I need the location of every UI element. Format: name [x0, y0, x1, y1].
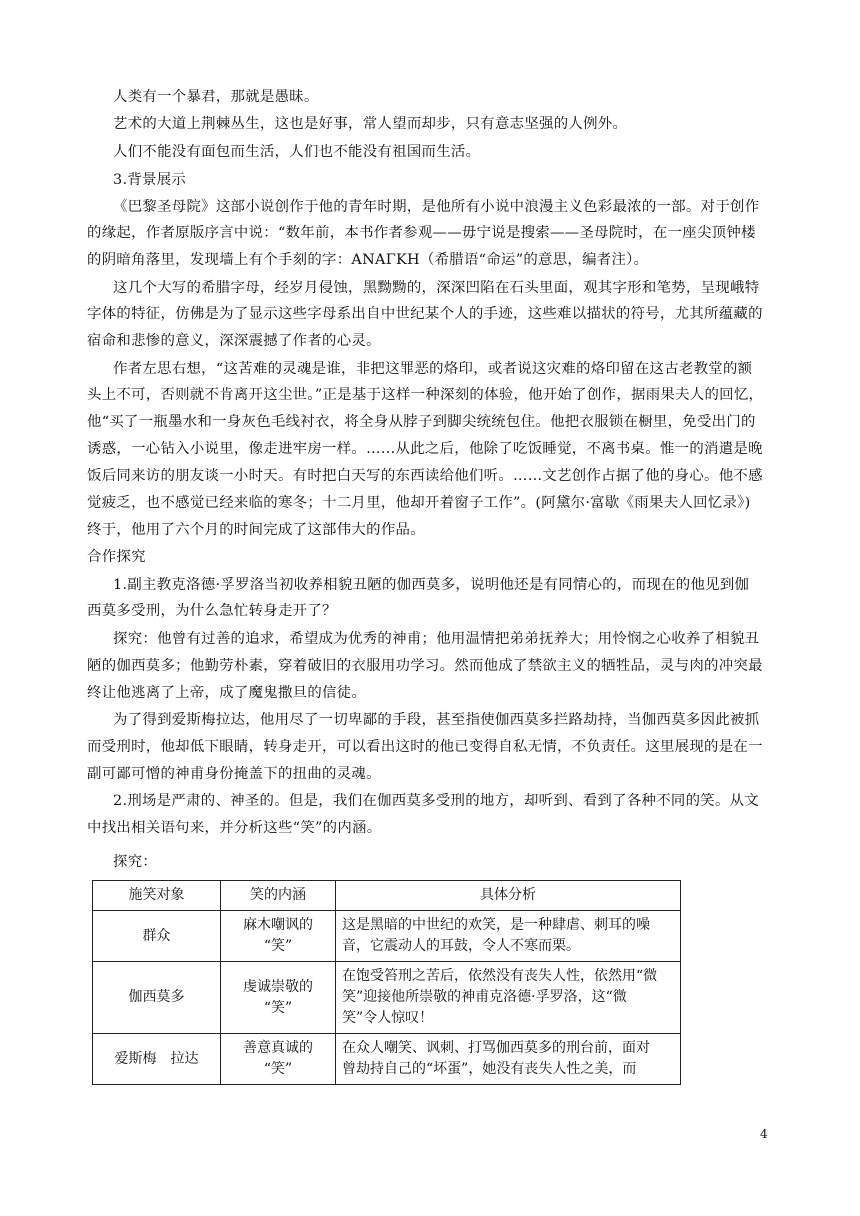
analysis-line: 笑”迎接他所崇敬的神甫克洛德·孚罗洛，这“微: [342, 989, 627, 1005]
answer-line: 探究：他曾有过善的追求，希望成为优秀的神甫；他用温情把弟弟抚养大；用怜悯之心收养了相貌丑: [113, 631, 760, 647]
paragraph-line: 的阴暗角落里，发现墙上有个手刻的字：ΑΝΑΓΚΗ（希腊语“命运”的意思，编者注）。: [87, 252, 649, 268]
meaning-line: 善意真诚的: [243, 1040, 313, 1056]
answer-line: 陋的伽西莫多；他勤劳朴素，穿着破旧的衣服用功学习。然而他成了禁欲主义的牺牲品，灵与肉的冲突最: [87, 658, 763, 674]
paragraph-line: 诱惑，一心钻入小说里，像走进牢房一样。……从此之后，他除了吃饭睡觉，不离书桌。惟一的消遣是晚: [87, 441, 763, 457]
table-cell-analysis: [336, 962, 681, 1034]
table-cell-who: 伽西莫多: [93, 962, 221, 1034]
table-cell-who: 爱斯梅 拉达: [93, 1034, 221, 1085]
paragraph-line: 觉疲乏，也不感觉已经来临的寒冬；十二月里，他却开着窗子工作”。(阿黛尔·富歇《雨果夫人回忆录》): [87, 495, 751, 511]
analysis-line: 笑”令人惊叹！: [342, 1010, 434, 1026]
quote-3: 人们不能没有面包而生活，人们也不能没有祖国而生活。: [113, 144, 481, 160]
table-cell-analysis: [336, 911, 681, 962]
table-row: [93, 1034, 681, 1085]
table-header: 具体分析: [336, 881, 681, 911]
table-header: 笑的内涵: [221, 881, 336, 911]
answer-line: 而受刑时，他却低下眼睛，转身走开，可以看出这时的他已变得自私无情，不负责任。这里展现的是在一: [87, 739, 763, 755]
table-cell-meaning: [221, 1034, 336, 1085]
paragraph-line: 《巴黎圣母院》这部小说创作于他的青年时期，是他所有小说中浪漫主义色彩最浓的一部。对于创作: [113, 199, 760, 215]
table-row: [93, 962, 681, 1034]
paragraph-line: 宿命和悲惨的意义，深深震撼了作者的心灵。: [87, 333, 381, 349]
page-number: 4: [760, 1127, 768, 1141]
paragraph-line: 饭后同来访的朋友谈一小时天。有时把白天写的东西读给他们听。……文艺创作占据了他的身心。他不感: [87, 468, 763, 484]
meaning-line: “笑”: [263, 938, 293, 954]
table-header: 施笑对象: [93, 881, 221, 911]
answer-line: 副可鄙可憎的神甫身份掩盖下的扭曲的灵魂。: [87, 766, 381, 782]
paragraph-line: 他“买了一瓶墨水和一身灰色毛线衬衣，将全身从脖子到脚尖统统包住。他把衣服锁在橱里，免受出门的: [87, 414, 756, 430]
paragraph-line: 头上不可，否则就不肯离开这尘世。”正是基于这样一种深刻的体验，他开始了创作，据雨果夫人的回忆，: [87, 387, 764, 403]
quote-1: 人类有一个暴君，那就是愚昧。: [113, 89, 319, 105]
table-row: [93, 911, 681, 962]
answer-line: 为了得到爱斯梅拉达，他用尽了一切卑鄙的手段，甚至指使伽西莫多拦路劫持，当伽西莫多因此被抓: [113, 712, 760, 728]
analysis-line: 在众人嘲笑、讽刺、打骂伽西莫多的刑台前，面对: [342, 1040, 650, 1056]
analysis-line: 音，它震动人的耳鼓，令人不寒而栗。: [342, 938, 580, 954]
question-line: 2.刑场是严肃的、神圣的。但是，我们在伽西莫多受刑的地方，却听到、看到了各种不同的笑。从文: [113, 793, 760, 809]
meaning-line: “笑”: [263, 1061, 293, 1077]
paragraph-line: 字体的特征，仿佛是为了显示这些字母系出自中世纪某个人的手迹，这些难以描状的符号，尤其所蕴藏的: [87, 306, 763, 322]
quote-2: 艺术的大道上荆棘丛生，这也是好事，常人望而却步，只有意志坚强的人例外。: [113, 116, 628, 132]
table-cell-meaning: [221, 911, 336, 962]
section-heading-cooperation: 合作探究: [87, 549, 146, 565]
analysis-line: 曾劫持自己的“坏蛋”，她没有丧失人性之美，而: [342, 1061, 637, 1077]
paragraph-line: 这几个大写的希腊字母，经岁月侵蚀，黑黝黝的，深深凹陷在石头里面，观其字形和笔势，呈现峨特: [113, 280, 760, 296]
paragraph-line: 作者左思右想，“这苦难的灵魂是谁，非把这罪恶的烙印，或者说这灾难的烙印留在这古老教堂的额: [113, 361, 753, 377]
question-line: 1.副主教克洛德·孚罗洛当初收养相貌丑陋的伽西莫多，说明他还是有同情心的，而现在的他见到伽: [113, 577, 750, 593]
explore-label: 探究：: [113, 854, 158, 870]
laughter-analysis-table: [92, 880, 681, 1085]
question-line: 西莫多受刑，为什么急忙转身走开了？: [87, 603, 337, 619]
analysis-line: 这是黑暗的中世纪的欢笑，是一种肆虐、刺耳的噪: [342, 917, 650, 933]
analysis-line: 在饱受笞刑之苦后，依然没有丧失人性，依然用“微: [342, 968, 658, 984]
section-heading-background: 3.背景展示: [113, 172, 187, 188]
table-cell-analysis: [336, 1034, 681, 1085]
meaning-line: 虔诚崇敬的: [243, 978, 313, 995]
paragraph-line: 的缘起，作者原版序言中说：“数年前，本书作者参观——毋宁说是搜索——圣母院时，在一座尖顶钟楼: [87, 225, 756, 241]
question-line: 中找出相关语句来，并分析这些“笑”的内涵。: [87, 820, 382, 836]
meaning-line: 麻木嘲讽的: [243, 917, 313, 933]
paragraph-line: 终于，他用了六个月的时间完成了这部伟大的作品。: [87, 522, 425, 538]
table-cell-who: 群众: [93, 911, 221, 962]
table-cell-meaning: [221, 962, 336, 1034]
meaning-line: “笑”: [263, 999, 293, 1016]
table-header-row: [93, 881, 681, 911]
answer-line: 终让他逃离了上帝，成了魔鬼撒旦的信徒。: [87, 685, 367, 701]
